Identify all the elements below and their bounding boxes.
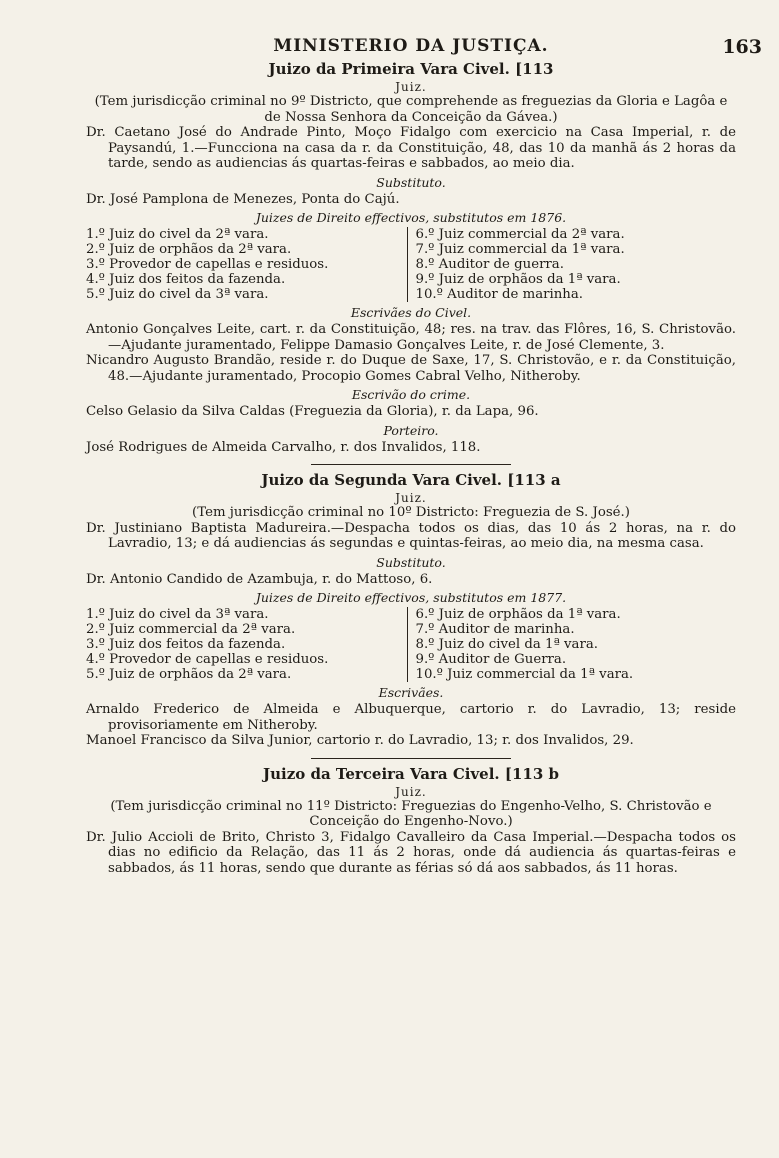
judge-entry: Dr. Justiniano Baptista Madureira.—Despacha todos os dias, das 10 ás 2 horas, na r. do Lavradio, 13; e dá audiencias ás segundas e quintas-feiras, ao meio dia, na mesma casa.: [86, 520, 736, 551]
escrivaes-label: Escrivães.: [378, 685, 444, 700]
escrivao-entry: Arnaldo Frederico de Almeida e Albuquerque, cartorio r. do Lavradio, 13; reside provisoriamente em Nitheroby.: [86, 702, 736, 733]
crime-label: Escrivão do crime.: [351, 387, 471, 402]
list-item: 4.º Provedor de capellas e residuos.: [86, 652, 329, 667]
list-item: 6.º Juiz de orphãos da 1ª vara.: [415, 607, 621, 622]
juiz-label: Juiz.: [395, 784, 427, 799]
jurisdiction-note: (Tem jurisdicção criminal no 10º Districto: Freguezia de S. José.): [192, 505, 630, 520]
juizes-label: Juizes de Direito effectivos, substitutos em 1876.: [255, 210, 567, 225]
section-title: Juizo da Primeira Vara Civel. [113: [268, 60, 554, 78]
list-item: 6.º Juiz commercial da 2ª vara.: [415, 227, 625, 242]
section-title: Juizo da Terceira Vara Civel. [113 b: [263, 764, 559, 783]
substitutes-right-column: [407, 227, 737, 302]
page-header: [86, 36, 762, 60]
escrivaes-label: Escrivães do Civel.: [350, 305, 472, 320]
substituto-entry: Dr. Antonio Candido de Azambuja, r. do Mattoso, 6.: [86, 571, 433, 587]
list-item: 1.º Juiz do civel da 3ª vara.: [86, 607, 269, 622]
substituto-entry: Dr. José Pamplona de Menezes, Ponta do Cajú.: [86, 191, 400, 207]
substitutes-list: [86, 607, 736, 682]
list-item: 2.º Juiz commercial da 2ª vara.: [86, 622, 296, 637]
judge-entry: Dr. Caetano José do Andrade Pinto, Moço Fidalgo com exercicio na Casa Imperial, r. de Paysandú, 1.—Funcciona na casa da r. da Constituição, 48, das 10 da manhã ás 2 horas da tarde, sendo as audiencias ás quartas-feiras e sabbados, ao meio dia.: [86, 125, 736, 171]
section-title: Juizo da Segunda Vara Civel. [113 a: [261, 471, 561, 489]
document-page: [86, 36, 762, 876]
substitutes-left-column: [86, 227, 407, 302]
page-number: 163: [722, 36, 762, 58]
section-divider: [311, 758, 511, 759]
substituto-label: Substituto.: [376, 554, 446, 570]
escrivao-entry: Nicandro Augusto Brandão, reside r. do Duque de Saxe, 17, S. Christovão, e r. da Constituição, 48.—Ajudante juramentado, Procopio Gomes Cabral Velho, Nitheroby.: [86, 353, 736, 384]
list-item: 9.º Juiz de orphãos da 1ª vara.: [415, 272, 621, 287]
list-item: 1.º Juiz do civel da 2ª vara.: [86, 227, 269, 242]
juizes-label: Juizes de Direito effectivos, substitutos em 1877.: [255, 590, 567, 605]
running-title: MINISTERIO DA JUSTIÇA.: [273, 36, 549, 56]
substitutes-left-column: [86, 607, 407, 682]
list-item: 7.º Auditor de marinha.: [415, 622, 575, 637]
list-item: 2.º Juiz de orphãos da 2ª vara.: [86, 242, 292, 257]
porteiro-label: Porteiro.: [383, 422, 439, 438]
juiz-label: Juiz.: [395, 80, 427, 94]
section-segunda-vara: [86, 471, 736, 749]
escrivao-entry: Antonio Gonçalves Leite, cart. r. da Constituição, 48; res. na trav. das Flôres, 16, S. Christovão.—Ajudante juramentado, Felippe Damasio Gonçalves Leite, r. de José Clemente, 3.: [86, 322, 736, 353]
list-item: 5.º Juiz do civel da 3ª vara.: [86, 287, 269, 302]
list-item: 3.º Juiz dos feitos da fazenda.: [86, 637, 286, 652]
list-item: 9.º Auditor de Guerra.: [415, 652, 567, 667]
section-divider: [311, 464, 511, 465]
substitutes-right-column: [407, 607, 737, 682]
list-item: 7.º Juiz commercial da 1ª vara.: [415, 242, 625, 257]
porteiro-entry: José Rodrigues de Almeida Carvalho, r. dos Invalidos, 118.: [86, 439, 481, 455]
list-item: 8.º Juiz do civel da 1ª vara.: [415, 637, 598, 652]
section-terceira-vara: [86, 765, 736, 877]
section-primeira-vara: [86, 60, 736, 455]
juiz-label: Juiz.: [395, 491, 427, 505]
substitutes-list: [86, 227, 736, 302]
crime-entry: Celso Gelasio da Silva Caldas (Freguezia da Gloria), r. da Lapa, 96.: [86, 404, 539, 419]
substituto-label: Substituto.: [376, 174, 446, 190]
list-item: 10.º Juiz commercial da 1ª vara.: [415, 667, 634, 682]
list-item: 3.º Provedor de capellas e residuos.: [86, 257, 329, 272]
jurisdiction-note: (Tem jurisdicção criminal no 11º Districto: Freguezias do Engenho-Velho, S. Christovão e Conceição do Engenho-Novo.): [110, 798, 712, 829]
judge-entry: Dr. Julio Accioli de Brito, Christo 3, Fidalgo Cavalleiro da Casa Imperial.—Despacha todos os dias no edificio da Relação, das 11 ás 2 horas, onde dá audiencia ás quartas-feiras e sabbados, ás 11 horas, sendo que durante as férias só dá aos sabbados, ás 11 horas.: [86, 829, 736, 876]
list-item: 8.º Auditor de guerra.: [415, 257, 564, 272]
list-item: 5.º Juiz de orphãos da 2ª vara.: [86, 667, 292, 682]
list-item: 10.º Auditor de marinha.: [415, 287, 584, 302]
list-item: 4.º Juiz dos feitos da fazenda.: [86, 272, 286, 287]
jurisdiction-note: (Tem jurisdicção criminal no 9º Districto, que comprehende as freguezias da Gloria e Lagôa e de Nossa Senhora da Conceição da Gávea.): [94, 94, 728, 125]
escrivao-entry: Manoel Francisco da Silva Junior, cartorio r. do Lavradio, 13; r. dos Invalidos, 29.: [86, 733, 634, 748]
